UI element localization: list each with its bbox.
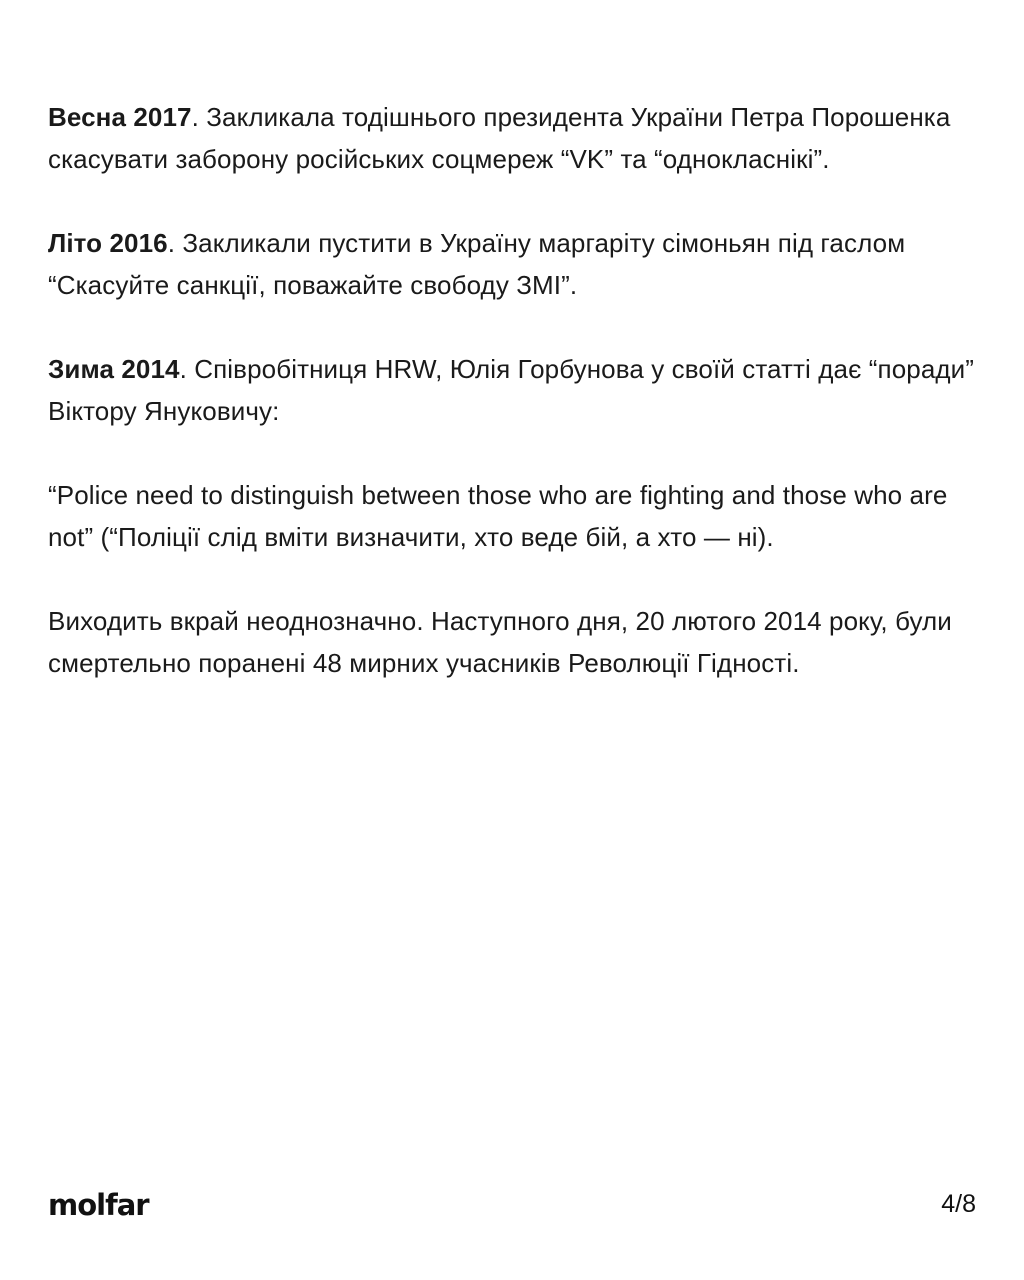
molfar-logo: molfar bbox=[48, 1188, 149, 1222]
article-body bbox=[48, 96, 978, 726]
paragraph-winter-2014 bbox=[48, 348, 978, 432]
paragraph-text: . Закликала тодішнього президента України Петра Порошенка скасувати заборону російських соцмереж “VK” та “однокласнікі”. bbox=[48, 102, 951, 174]
paragraph-text: “Police need to distinguish between those who are fighting and those who are not” (“Поліції слід вміти визначити, хто веде бій, а хто — ні). bbox=[48, 480, 948, 552]
paragraph-text: . Закликали пустити в Україну маргаріту сімоньян під гаслом “Скасуйте санкції, поважайте свободу ЗМІ”. bbox=[48, 228, 906, 300]
paragraph-lead: Весна 2017 bbox=[48, 102, 192, 132]
paragraph-text: . Співробітниця HRW, Юлія Горбунова у своїй статті дає “поради” Віктору Януковичу: bbox=[48, 354, 975, 426]
paragraph-lead: Літо 2016 bbox=[48, 228, 168, 258]
paragraph-text: Виходить вкрай неоднозначно. Наступного дня, 20 лютого 2014 року, були смертельно поранені 48 мирних учасників Революції Гідності. bbox=[48, 606, 952, 678]
paragraph-quote bbox=[48, 474, 978, 558]
paragraph-spring-2017 bbox=[48, 96, 978, 180]
paragraph-conclusion bbox=[48, 600, 978, 684]
paragraph-lead: Зима 2014 bbox=[48, 354, 180, 384]
page-number: 4/8 bbox=[941, 1190, 976, 1218]
paragraph-summer-2016 bbox=[48, 222, 978, 306]
